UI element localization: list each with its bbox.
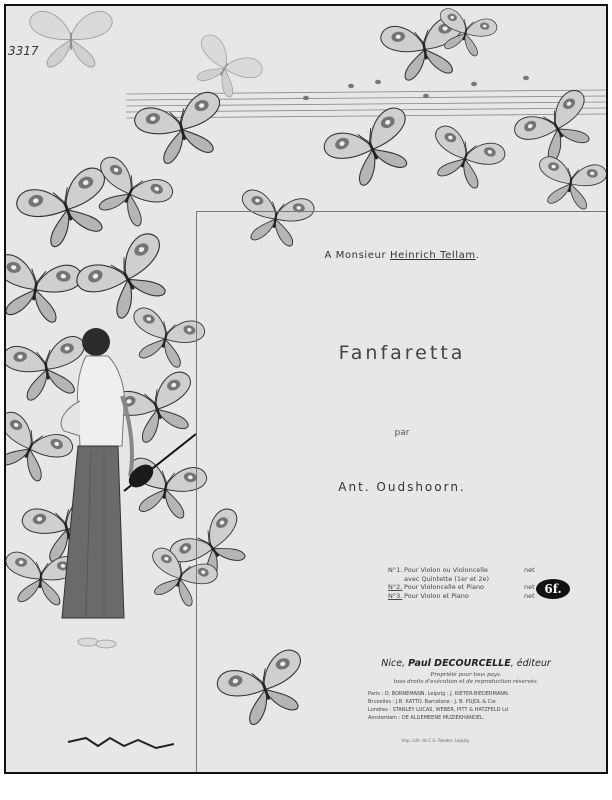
- edition-text: avec Quintette (1er et 2e): [404, 574, 490, 583]
- edition-number: N°1.: [388, 566, 403, 574]
- sheet-music-cover: [4, 4, 608, 774]
- rights-line: Propriété pour tous pays.: [430, 672, 502, 678]
- edition-row: [388, 575, 538, 584]
- publisher-line: [366, 658, 566, 669]
- printer-imprint: Imp. Lith. de C.G. Roeder, Leipzig: [402, 738, 469, 743]
- catalog-number: 3317: [8, 44, 39, 58]
- edition-row: [388, 592, 538, 601]
- edition-text: Pour Violon et Piano: [404, 591, 469, 600]
- edition-net: net: [524, 591, 535, 600]
- composer-name: Ant. Oudshoorn.: [338, 480, 466, 494]
- artist-signature: [68, 738, 174, 748]
- depot-line: Bruxelles : J.B. KATTO. Barcelone : J. B. PUJOL & Cie: [368, 699, 496, 705]
- depots-list: [368, 690, 568, 722]
- rights-line: tous droits d'exécution et de reproduction réservés.: [393, 679, 539, 685]
- par-label: par: [394, 428, 410, 438]
- publisher-name: Paul DECOURCELLE: [408, 658, 511, 669]
- dedication-suffix: .: [475, 250, 480, 261]
- edition-number: N°2.: [388, 583, 403, 591]
- publisher-city: Nice,: [381, 658, 409, 669]
- publisher-role: , éditeur: [510, 658, 551, 669]
- editions-list: [388, 566, 538, 600]
- edition-net: net: [524, 566, 535, 574]
- edition-row: [388, 583, 538, 592]
- price-badge: 6f.: [536, 579, 570, 599]
- edition-net: net: [524, 583, 535, 591]
- dedication: [196, 250, 608, 261]
- dedicatee-name: Heinrich Tellam: [390, 250, 476, 261]
- piece-title: Fanfaretta: [338, 342, 466, 364]
- depot-line: Paris : O. BORNEMANN. Leipzig : J. RIETER-BIEDERMANN.: [368, 691, 510, 697]
- edition-text: Pour Violon ou Violoncelle: [404, 566, 488, 574]
- edition-number: N°3.: [388, 591, 403, 600]
- edition-text: Pour Violoncelle et Piano: [404, 583, 485, 591]
- depot-line: Amsterdam : DE ALGEMEENE MUZIEKHANDEL.: [368, 715, 485, 721]
- edition-row: [388, 566, 538, 575]
- depot-line: Londres : STANLEY LUCAS, WEBER, PITT & HATZFELD Ld: [368, 707, 509, 713]
- rights-notice: [366, 672, 566, 686]
- frame-line-top: [196, 211, 608, 212]
- dedication-prefix: A Monsieur: [324, 250, 390, 261]
